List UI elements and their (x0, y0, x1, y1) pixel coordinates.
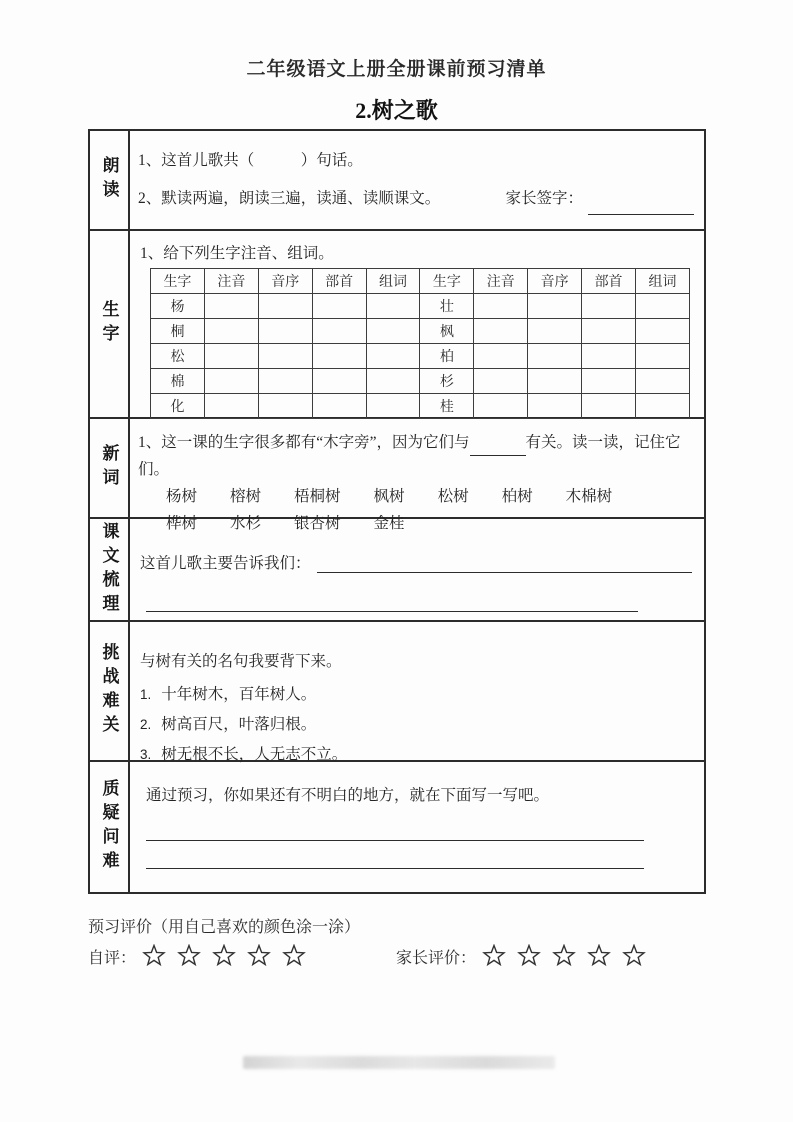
vocab-word: 柏树 (501, 488, 533, 505)
section-label-text: 朗读 (99, 156, 119, 204)
shengzi-empty-cell[interactable] (204, 394, 258, 419)
shengzi-char-cell: 杨 (151, 294, 205, 319)
shengzi-empty-cell[interactable] (204, 369, 258, 394)
shengzi-empty-cell[interactable] (474, 394, 528, 419)
xinci-content (130, 419, 704, 532)
shengzi-empty-cell[interactable] (258, 294, 312, 319)
section-row-kewen (90, 519, 704, 622)
rating-star-icon[interactable] (587, 944, 611, 968)
shengzi-empty-cell[interactable] (582, 319, 636, 344)
shengzi-col-header: 注音 (204, 269, 258, 294)
zhiyi-prompt: 通过预习，你如果还有不明白的地方，就在下面写一写吧。 (146, 787, 550, 804)
shengzi-empty-cell[interactable] (204, 319, 258, 344)
rating-star-icon[interactable] (282, 944, 306, 968)
parent-evaluation (396, 944, 646, 968)
shengzi-row (151, 319, 690, 344)
xinci-word-row (138, 483, 694, 510)
shengzi-empty-cell[interactable] (366, 294, 420, 319)
shengzi-empty-cell[interactable] (582, 344, 636, 369)
section-label-text: 生字 (99, 300, 119, 348)
challenge-item (138, 680, 694, 710)
shengzi-col-header: 部首 (312, 269, 366, 294)
challenge-item-text: 树高百尺，叶落归根。 (161, 716, 317, 733)
parent-eval-label: 家长评价： (396, 949, 477, 967)
evaluation-title: 预习评价（用自己喜欢的颜色涂一涂） (88, 919, 361, 936)
section-label-text: 课文梳理 (99, 521, 119, 618)
rating-star-icon[interactable] (552, 944, 576, 968)
section-label-langdu (90, 131, 130, 229)
shengzi-empty-cell[interactable] (528, 344, 582, 369)
challenge-item-number: 3. (140, 747, 152, 762)
self-eval-label: 自评： (88, 949, 137, 967)
tiaozhan-content (130, 622, 704, 763)
parent-signature-blank[interactable] (588, 193, 694, 215)
shengzi-table-body (151, 269, 690, 419)
rating-star-icon[interactable] (482, 944, 506, 968)
parent-eval-stars (482, 944, 646, 968)
section-label-kewen (90, 519, 130, 620)
lesson-title: 2.树之歌 (355, 98, 438, 123)
vocab-word: 梧桐树 (294, 488, 341, 505)
section-row-tiaozhan (90, 622, 704, 762)
xinci-fill-blank[interactable] (470, 438, 526, 456)
challenge-item-number: 2. (140, 717, 152, 732)
shengzi-col-header: 生字 (151, 269, 205, 294)
shengzi-col-header: 注音 (474, 269, 528, 294)
shengzi-empty-cell[interactable] (366, 394, 420, 419)
shengzi-char-cell: 桐 (151, 319, 205, 344)
section-row-langdu (90, 131, 704, 231)
section-label-text: 挑战难关 (99, 643, 119, 739)
shengzi-char-cell: 桂 (420, 394, 474, 419)
vocab-word: 杨树 (166, 488, 198, 505)
shengzi-empty-cell[interactable] (474, 319, 528, 344)
shengzi-row (151, 344, 690, 369)
rating-star-icon[interactable] (247, 944, 271, 968)
langdu-item-2: 2、默读两遍，朗读三遍，读通、读顺课文。 (138, 190, 441, 207)
rating-star-icon[interactable] (142, 944, 166, 968)
shengzi-row (151, 369, 690, 394)
vocab-word: 榕树 (230, 488, 262, 505)
shengzi-empty-cell[interactable] (528, 369, 582, 394)
challenge-item-text: 十年树木，百年树人。 (161, 686, 317, 703)
challenge-list (138, 680, 694, 770)
shengzi-empty-cell[interactable] (636, 394, 690, 419)
shengzi-empty-cell[interactable] (312, 319, 366, 344)
kewen-prompt: 这首儿歌主要告诉我们： (140, 555, 311, 572)
shengzi-col-header: 组词 (366, 269, 420, 294)
shengzi-empty-cell[interactable] (258, 319, 312, 344)
section-label-zhiyi (90, 762, 130, 892)
shengzi-col-header: 音序 (528, 269, 582, 294)
shengzi-col-header: 组词 (636, 269, 690, 294)
shengzi-row (151, 394, 690, 419)
shengzi-char-cell: 棉 (151, 369, 205, 394)
rating-star-icon[interactable] (622, 944, 646, 968)
xinci-sentence-after: 有关。读一读，记住它们。 (138, 434, 681, 478)
langdu-item-1: 1、这首儿歌共（ ）句话。 (138, 152, 363, 169)
shengzi-prompt: 1、给下列生字注音、组词。 (140, 245, 334, 262)
shengzi-empty-cell[interactable] (366, 344, 420, 369)
section-label-tiaozhan (90, 622, 130, 760)
shengzi-table (150, 268, 690, 419)
rating-star-icon[interactable] (177, 944, 201, 968)
challenge-item-text: 树无根不长，人无志不立。 (161, 746, 348, 763)
kewen-content (130, 519, 704, 620)
parent-signature-label: 家长签字： (505, 190, 583, 207)
shengzi-empty-cell[interactable] (636, 344, 690, 369)
vocab-word: 枫树 (373, 488, 405, 505)
shengzi-empty-cell[interactable] (366, 319, 420, 344)
shengzi-empty-cell[interactable] (474, 344, 528, 369)
shengzi-empty-cell[interactable] (258, 369, 312, 394)
section-label-shengzi (90, 231, 130, 417)
shengzi-char-cell: 枫 (420, 319, 474, 344)
shengzi-empty-cell[interactable] (636, 294, 690, 319)
section-row-xinci (90, 419, 704, 532)
zhiyi-answer-blank-2[interactable] (146, 868, 644, 869)
shengzi-char-cell: 化 (151, 394, 205, 419)
shengzi-empty-cell[interactable] (312, 294, 366, 319)
vocab-word: 金桂 (373, 515, 405, 532)
shengzi-char-cell: 松 (151, 344, 205, 369)
section-label-text: 质疑问难 (99, 779, 119, 875)
shengzi-char-cell: 杉 (420, 369, 474, 394)
shengzi-empty-cell[interactable] (582, 394, 636, 419)
kewen-answer-blank-1[interactable] (317, 553, 692, 573)
shengzi-col-header: 部首 (582, 269, 636, 294)
evaluation-footer (88, 914, 706, 968)
shengzi-char-cell: 柏 (420, 344, 474, 369)
challenge-item (138, 710, 694, 740)
section-row-zhiyi (90, 762, 704, 892)
shengzi-empty-cell[interactable] (312, 394, 366, 419)
zhiyi-content (130, 762, 704, 892)
section-label-text: 新词 (99, 444, 119, 492)
vocab-word: 松树 (437, 488, 469, 505)
tiaozhan-intro: 与树有关的名句我要背下来。 (140, 653, 342, 670)
challenge-item-number: 1. (140, 687, 152, 702)
shengzi-empty-cell[interactable] (204, 294, 258, 319)
shengzi-empty-cell[interactable] (528, 394, 582, 419)
vocab-word: 木棉树 (565, 488, 613, 505)
vocab-word: 桦树 (166, 515, 198, 532)
shengzi-empty-cell[interactable] (636, 369, 690, 394)
section-row-shengzi (90, 231, 704, 419)
shengzi-empty-cell[interactable] (528, 294, 582, 319)
shengzi-empty-cell[interactable] (582, 369, 636, 394)
shengzi-empty-cell[interactable] (636, 319, 690, 344)
shengzi-col-header: 生字 (420, 269, 474, 294)
vocab-word: 水杉 (230, 515, 262, 532)
shengzi-header-row (151, 269, 690, 294)
xinci-sentence-before: 1、这一课的生字很多都有“木字旁”，因为它们与 (138, 434, 470, 451)
shengzi-empty-cell[interactable] (312, 369, 366, 394)
kewen-answer-blank-2[interactable] (146, 611, 638, 612)
worksheet-table (88, 129, 706, 894)
shengzi-empty-cell[interactable] (366, 369, 420, 394)
shengzi-empty-cell[interactable] (528, 319, 582, 344)
vocab-word: 银杏树 (294, 515, 341, 532)
shengzi-empty-cell[interactable] (258, 344, 312, 369)
shengzi-empty-cell[interactable] (312, 344, 366, 369)
shengzi-char-cell: 壮 (420, 294, 474, 319)
shengzi-empty-cell[interactable] (204, 344, 258, 369)
self-evaluation (88, 944, 306, 968)
shengzi-empty-cell[interactable] (258, 394, 312, 419)
zhiyi-answer-blank-1[interactable] (146, 840, 644, 841)
xinci-sentence (138, 429, 694, 483)
shengzi-content (130, 231, 704, 417)
watermark-blur (243, 1056, 555, 1069)
shengzi-empty-cell[interactable] (474, 369, 528, 394)
shengzi-col-header: 音序 (258, 269, 312, 294)
shengzi-row (151, 294, 690, 319)
self-eval-stars (142, 944, 306, 968)
rating-star-icon[interactable] (212, 944, 236, 968)
langdu-content (130, 131, 704, 229)
document-title: 二年级语文上册全册课前预习清单 (246, 59, 547, 80)
rating-star-icon[interactable] (517, 944, 541, 968)
shengzi-empty-cell[interactable] (582, 294, 636, 319)
shengzi-empty-cell[interactable] (474, 294, 528, 319)
section-label-xinci (90, 419, 130, 517)
